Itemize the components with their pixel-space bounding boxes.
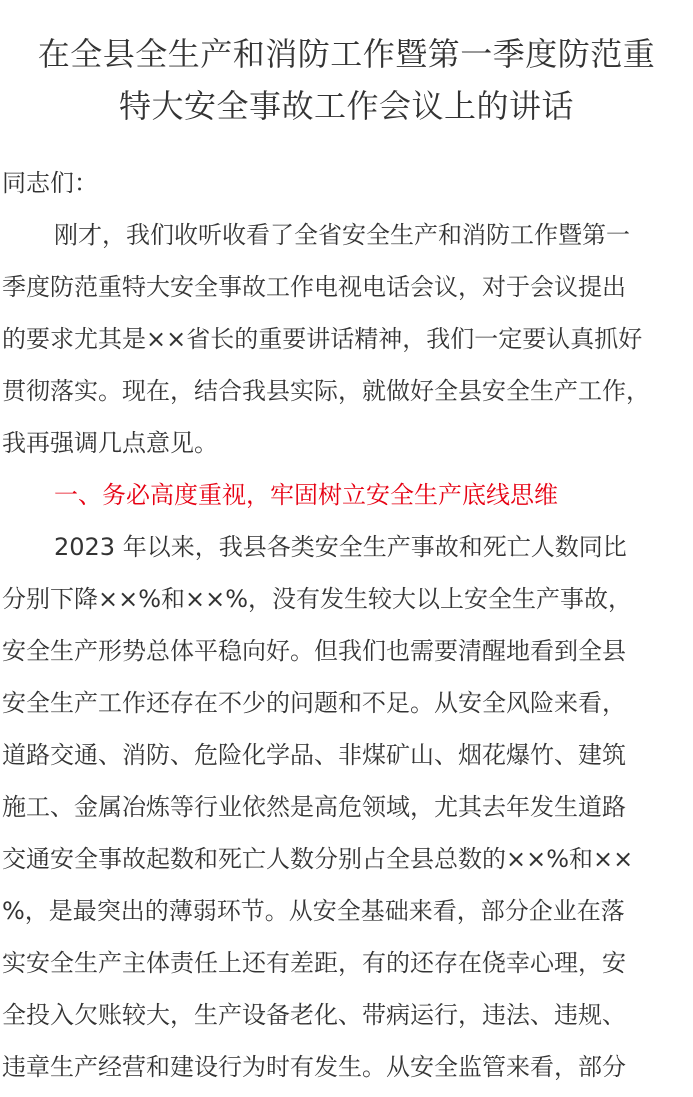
section-heading: 一、务必高度重视，牢固树立安全生产底线思维 <box>54 481 558 509</box>
paragraph-line: 的要求尤其是××省长的重要讲话精神，我们一定要认真抓好 <box>2 325 643 353</box>
paragraph-line: 全投入欠账较大，生产设备老化、带病运行，违法、违规、 <box>2 1001 626 1029</box>
paragraph-line: 交通安全事故起数和死亡人数分别占全县总数的××%和×× <box>2 845 634 873</box>
paragraph-line: 安全生产工作还存在不少的问题和不足。从安全风险来看， <box>2 689 626 717</box>
paragraph-line: 道路交通、消防、危险化学品、非煤矿山、烟花爆竹、建筑 <box>2 741 626 769</box>
paragraph-line: 我再强调几点意见。 <box>2 429 218 457</box>
paragraph-line: 2023 年以来，我县各类安全生产事故和死亡人数同比 <box>54 533 627 561</box>
document-title <box>0 28 693 132</box>
paragraph-line: 实安全生产主体责任上还有差距，有的还存在侥幸心理，安 <box>2 949 626 977</box>
title-line-1: 在全县全生产和消防工作暨第一季度防范重 <box>37 35 656 73</box>
paragraph-line: 违章生产经营和建设行为时有发生。从安全监管来看，部分 <box>2 1053 626 1081</box>
paragraph-line: 分别下降××%和××%，没有发生较大以上安全生产事故， <box>2 585 633 613</box>
greeting: 同志们： <box>2 169 98 197</box>
speech-body <box>2 157 693 1093</box>
paragraph-line: 刚才，我们收听收看了全省安全生产和消防工作暨第一 <box>54 221 630 249</box>
paragraph-line: %，是最突出的薄弱环节。从安全基础来看，部分企业在落 <box>2 897 625 925</box>
paragraph-line: 施工、金属冶炼等行业依然是高危领域，尤其去年发生道路 <box>2 793 626 821</box>
paragraph-line: 安全生产形势总体平稳向好。但我们也需要清醒地看到全县 <box>2 637 626 665</box>
paragraph-line: 季度防范重特大安全事故工作电视电话会议，对于会议提出 <box>2 273 626 301</box>
paragraph-line: 贯彻落实。现在，结合我县实际，就做好全县安全生产工作， <box>2 377 650 405</box>
title-line-2: 特大安全事故工作会议上的讲话 <box>118 87 574 125</box>
